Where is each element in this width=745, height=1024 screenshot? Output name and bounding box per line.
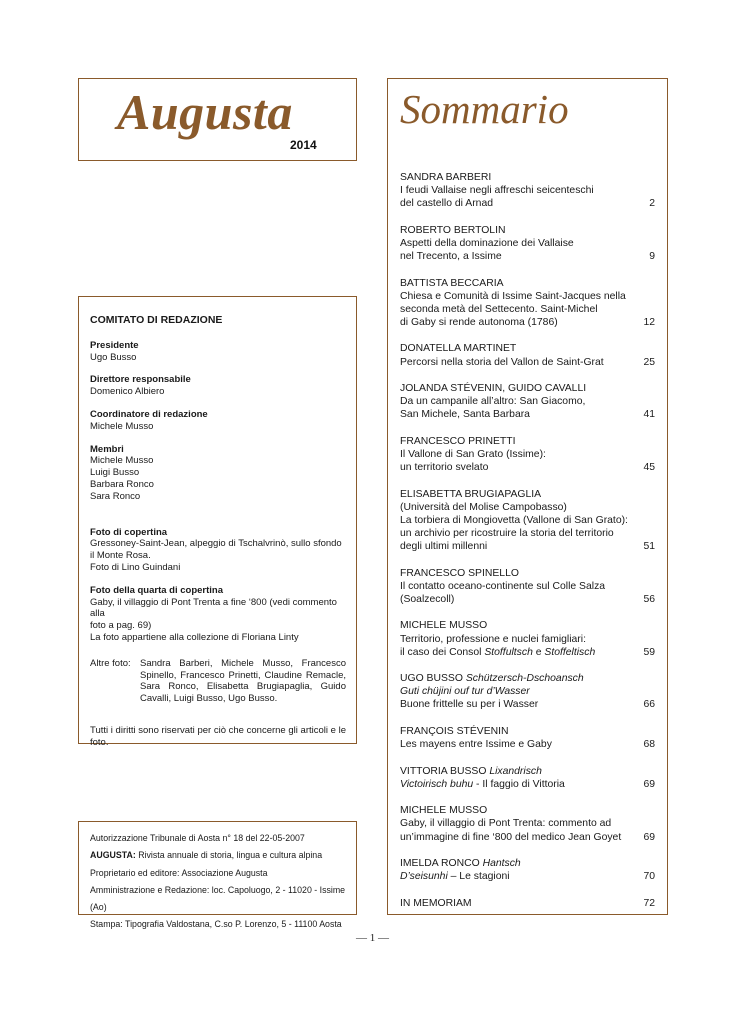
- info-line: [90, 847, 348, 864]
- summary-entry: [400, 857, 655, 883]
- summary-entry: [400, 435, 655, 474]
- copertina-line: il Monte Rosa.: [90, 550, 151, 562]
- entry-title-line: Il contatto oceano-continente sul Colle Salza: [400, 580, 606, 592]
- entry-author: VITTORIA BUSSO: [400, 765, 490, 777]
- entry-author: ELISABETTA BRUGIAPAGLIA: [400, 488, 542, 500]
- summary-list: [400, 171, 655, 923]
- entry-author: UGO BUSSO: [400, 673, 466, 685]
- entry-title-line: Chiesa e Comunità di Issime Saint-Jacques nella: [400, 290, 626, 302]
- coordinatore-label: Coordinatore di redazione: [90, 408, 208, 420]
- entry-title-line: Gaby, il villaggio di Pont Trenta: commento ad: [400, 818, 612, 830]
- magazine-year: 2014: [290, 138, 317, 152]
- entry-title-line: un’immagine di fine ‘800 del medico Jean Goyet: [400, 831, 622, 843]
- summary-entry: [400, 488, 655, 553]
- copertina-label: Foto di copertina: [90, 526, 168, 538]
- summary-entry: [400, 342, 655, 368]
- entry-title-line: e: [532, 646, 545, 658]
- entry-title-italic: Stoffeltisch: [544, 646, 596, 658]
- entry-page: 68: [643, 739, 655, 751]
- entry-title-line: nel Trecento, a Issime: [400, 250, 502, 262]
- entry-author-italic: Hantsch: [482, 858, 521, 870]
- summary-entry: [400, 619, 655, 658]
- entry-title-line: – Le stagioni: [447, 871, 510, 883]
- entry-author: FRANÇOIS STÉVENIN: [400, 726, 509, 737]
- entry-author: IMELDA RONCO: [400, 858, 483, 870]
- entry-author-line: [400, 765, 655, 778]
- info-augusta-text: Rivista annuale di storia, lingua e cultura alpina: [135, 850, 323, 861]
- copertina-line: Gressoney-Saint-Jean, alpeggio di Tschalvrinò, sullo sfondo: [90, 538, 342, 550]
- membro-item: Michele Musso: [90, 455, 154, 467]
- entry-title-line: un archivio per ricostruire la storia del territorio: [400, 527, 614, 539]
- entry-author-italic: Schützersch-Dschoansch: [465, 673, 584, 685]
- altre-foto-label: Altre foto:: [90, 657, 131, 669]
- summary-entry: [400, 672, 655, 711]
- entry-page: 70: [643, 871, 655, 883]
- entry-title-line: Buone frittelle su per i Wasser: [400, 699, 539, 711]
- entry-author: FRANCESCO SPINELLO: [400, 567, 519, 579]
- summary-entry: [400, 224, 655, 263]
- entry-title-line: La torbiera di Mongiovetta (Vallone di San Grato):: [400, 514, 628, 526]
- entry-author: ROBERTO BERTOLIN: [400, 224, 506, 236]
- entry-title-line: (Università del Molise Campobasso): [400, 501, 567, 513]
- info-line: Stampa: Tipografia Valdostana, C.so P. Lorenzo, 5 - 11100 Aosta: [90, 919, 342, 930]
- summary-entry: [400, 277, 655, 329]
- entry-page: 41: [643, 409, 655, 421]
- summary-entry: [400, 725, 655, 751]
- entry-title-italic: Victoirisch buhu: [400, 778, 474, 790]
- magazine-title-box: [78, 78, 357, 161]
- entry-page: 2: [649, 198, 655, 210]
- quarta-group: [90, 585, 346, 644]
- membro-item: Barbara Ronco: [90, 478, 154, 490]
- membro-item: Luigi Busso: [90, 467, 140, 479]
- entry-title-line: del castello di Arnad: [400, 198, 493, 210]
- membro-item: Sara Ronco: [90, 490, 141, 502]
- entry-author-italic: Lixandrisch: [489, 765, 542, 777]
- entry-title-line: Les mayens entre Issime e Gaby: [400, 739, 552, 751]
- entry-page: 56: [643, 593, 655, 605]
- direttore-group: [90, 374, 346, 398]
- entry-title-line: Da un campanile all’altro: San Giacomo,: [400, 396, 586, 408]
- coordinatore-group: [90, 409, 346, 433]
- entry-page: 59: [643, 646, 655, 658]
- entry-title-line: un territorio svelato: [400, 462, 489, 474]
- committee-heading: COMITATO DI REDAZIONE: [90, 314, 223, 326]
- quarta-line: La foto appartiene alla collezione di Floriana Linty: [90, 631, 299, 643]
- entry-title-italic: Guti chüjini ouf tur d’Wasser: [400, 686, 530, 698]
- entry-page: 12: [643, 316, 655, 328]
- entry-title-line: di Gaby si rende autonoma (1786): [400, 316, 558, 328]
- editorial-committee-box: [78, 296, 357, 748]
- info-line: Autorizzazione Tribunale di Aosta n° 18 del 22-05-2007: [90, 833, 305, 843]
- direttore-label: Direttore responsabile: [90, 374, 191, 386]
- summary-entry: [400, 171, 655, 210]
- entry-page: 9: [649, 250, 655, 262]
- rights-notice: Tutti i diritti sono riservati per ciò che concerne gli articoli e le foto.: [90, 724, 346, 748]
- presidente-group: [90, 340, 346, 364]
- presidente-label: Presidente: [90, 339, 139, 351]
- quarta-line: Gaby, il villaggio di Pont Trenta a fine ‘800 (vedi commento alla: [90, 596, 337, 620]
- magazine-title: Augusta: [117, 84, 293, 140]
- entry-title-line: I feudi Vallaise negli affreschi seicenteschi: [400, 185, 594, 197]
- entry-title-italic: D’seisunhi: [400, 871, 448, 883]
- publication-info-box: [78, 821, 357, 930]
- coordinatore-name: Michele Musso: [90, 420, 154, 432]
- entry-page: 51: [643, 541, 655, 553]
- entry-title-line: (Soalzecoll): [400, 593, 455, 605]
- entry-author-line: [400, 672, 655, 685]
- page-number: — 1 —: [356, 932, 389, 944]
- quarta-label: Foto della quarta di copertina: [90, 584, 224, 596]
- entry-author: BATTISTA BECCARIA: [400, 277, 504, 289]
- entry-author: IN MEMORIAM: [400, 897, 472, 909]
- copertina-group: [90, 527, 346, 574]
- entry-author: MICHELE MUSSO: [400, 620, 488, 632]
- entry-title-line: il caso dei Consol: [400, 646, 485, 658]
- entry-author: JOLANDA STÉVENIN, GUIDO CAVALLI: [400, 383, 587, 395]
- entry-title-line: San Michele, Santa Barbara: [400, 409, 530, 421]
- info-line: Proprietario ed editore: Associazione Augusta: [90, 867, 268, 878]
- altre-foto: [90, 658, 346, 705]
- quarta-line: foto a pag. 69): [90, 620, 152, 632]
- entry-title-line: Territorio, professione e nuclei famigliari:: [400, 633, 586, 645]
- info-line: Amministrazione e Redazione: loc. Capoluogo, 2 - 11020 - Issime (Ao): [90, 884, 346, 913]
- membri-label: Membri: [90, 443, 124, 455]
- summary-entry: [400, 765, 655, 791]
- summary-entry: [400, 567, 655, 606]
- entry-title-italic: Stoffultsch: [484, 646, 533, 658]
- summary-box: [387, 78, 668, 915]
- info-augusta-label: AUGUSTA:: [90, 850, 136, 861]
- entry-author: MICHELE MUSSO: [400, 805, 488, 817]
- entry-author: SANDRA BARBERI: [400, 172, 492, 183]
- entry-title-line: seconda metà del Settecento. Saint-Michel: [400, 303, 598, 315]
- copertina-line: Foto di Lino Guindani: [90, 561, 181, 573]
- membri-group: [90, 444, 346, 503]
- summary-entry: [400, 382, 655, 421]
- entry-page: 66: [643, 699, 655, 711]
- entry-author: FRANCESCO PRINETTI: [400, 435, 516, 447]
- summary-title: Sommario: [400, 86, 569, 132]
- entry-title-line: Percorsi nella storia del Vallon de Saint-Grat: [400, 356, 604, 368]
- entry-author-line: [400, 857, 655, 870]
- entry-author: DONATELLA MARTINET: [400, 343, 517, 355]
- entry-page: 72: [643, 897, 655, 909]
- entry-page: 25: [643, 356, 655, 368]
- entry-page: 69: [643, 778, 655, 790]
- altre-foto-credits: Sandra Barberi, Michele Musso, Francesco Spinello, Francesco Prinetti, Claudine Remacle, Sara Ronco, Elisabetta Brugiapaglia, Guido Cavalli, Luigi Busso, Ugo Busso.: [140, 657, 346, 705]
- direttore-name: Domenico Albiero: [90, 386, 165, 398]
- entry-title-line: - Il faggio di Vittoria: [473, 778, 565, 790]
- entry-page: 45: [643, 462, 655, 474]
- entry-title-line: Il Vallone di San Grato (Issime):: [400, 449, 546, 460]
- summary-entry: [400, 804, 655, 843]
- entry-page: 69: [643, 831, 655, 843]
- summary-entry: [400, 897, 655, 910]
- entry-title-line: degli ultimi millenni: [400, 541, 488, 553]
- entry-title-line: Aspetti della dominazione dei Vallaise: [400, 237, 574, 249]
- presidente-name: Ugo Busso: [90, 351, 137, 363]
